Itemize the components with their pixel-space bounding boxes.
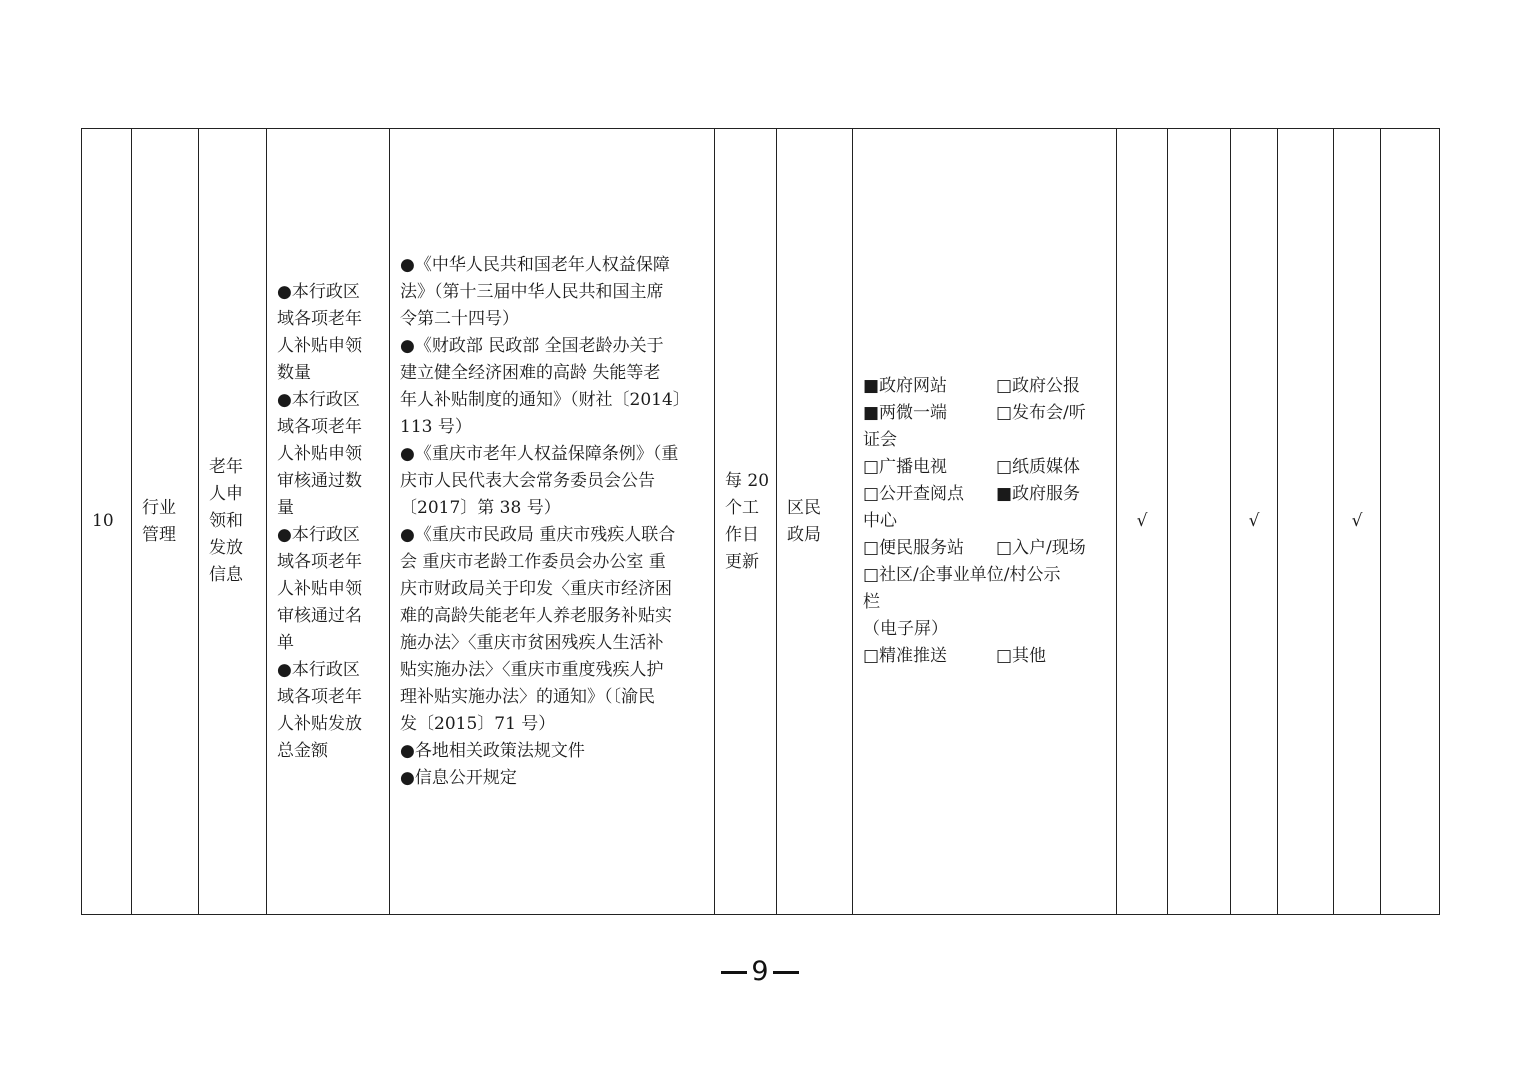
channel-row: [863, 562, 1106, 589]
row-number-cell: [82, 129, 132, 915]
basis-line: ●各地相关政策法规文件: [400, 740, 585, 761]
check-cell: [1334, 129, 1381, 915]
disclosure-table: [81, 128, 1440, 915]
basis-line: 贴实施办法〉〈重庆市重度残疾人护: [400, 659, 664, 680]
channel-option-continuation: 证会: [863, 430, 897, 450]
basis-line: 会 重庆市老龄工作委员会办公室 重: [400, 551, 666, 572]
basis-line: ●《财政部 民政部 全国老龄办关于: [400, 335, 664, 356]
channel-option: □便民服务站: [863, 538, 965, 558]
basis-line: 年人补贴制度的通知》（财社〔2014〕: [400, 389, 690, 410]
page-footer: [0, 955, 1520, 989]
content-line: 人补贴发放: [277, 713, 362, 734]
channel-row: [863, 454, 1106, 481]
content-line: 域各项老年: [277, 686, 362, 707]
subject-line: 区民: [787, 497, 821, 518]
check-cell: [1168, 129, 1231, 915]
item-cell: [199, 129, 267, 915]
channel-option-continuation: 中心: [863, 511, 897, 531]
content-line: ●本行政区: [277, 389, 360, 410]
basis-cell: [390, 129, 715, 915]
basis-line: 难的高龄失能老年人养老服务补贴实: [400, 605, 672, 626]
channel-row: [863, 535, 1106, 562]
basis-line: 发〔2015〕71 号）: [400, 713, 556, 734]
channel-row: [863, 589, 1106, 616]
channel-row: [863, 643, 1106, 670]
channel-option: □公开查阅点: [863, 484, 965, 504]
basis-line: ●《重庆市民政局 重庆市残疾人联合: [400, 524, 676, 545]
dash-left: [721, 971, 747, 974]
basis-line: 令第二十四号）: [400, 308, 519, 329]
content-line: ●本行政区: [277, 524, 360, 545]
content-line: 域各项老年: [277, 308, 362, 329]
content-line: 域各项老年: [277, 551, 362, 572]
content-cell: [267, 129, 390, 915]
channel-row: [863, 616, 1106, 643]
content-line: 总金额: [277, 740, 328, 761]
check-mark: √: [1136, 511, 1148, 531]
basis-line: ●《中华人民共和国老年人权益保障: [400, 254, 670, 275]
category-line: 行业: [142, 497, 176, 518]
basis-line: ●《重庆市老年人权益保障条例》（重: [400, 443, 679, 464]
content-line: 域各项老年: [277, 416, 362, 437]
time-limit-cell: [715, 129, 777, 915]
time-limit-line: 作日: [725, 524, 759, 545]
subject-cell: [777, 129, 853, 915]
item-line: 信息: [209, 565, 243, 585]
row-number: 10: [92, 511, 114, 531]
channel-row: [863, 508, 1106, 535]
category-line: 管理: [142, 524, 176, 545]
basis-line: 理补贴实施办法〉的通知》（〔渝民: [400, 686, 655, 707]
check-mark: √: [1248, 511, 1260, 531]
check-cell: [1278, 129, 1334, 915]
dash-right: [773, 971, 799, 974]
channel-option: ■两微一端: [863, 403, 948, 423]
table-row: [82, 129, 1440, 915]
channel-option-continuation: 栏: [863, 592, 880, 612]
basis-line: 〔2017〕第 38 号）: [400, 497, 561, 518]
time-limit-line: 每 20: [725, 470, 770, 491]
content-line: 审核通过数: [277, 470, 362, 491]
category-cell: [132, 129, 199, 915]
channel-row: [863, 400, 1106, 427]
channel-option-continuation: （电子屏）: [863, 619, 948, 639]
time-limit-line: 更新: [725, 551, 759, 572]
channel-option: ■政府网站: [863, 376, 948, 396]
content-line: ●本行政区: [277, 659, 360, 680]
channel-option: □精准推送: [863, 646, 948, 666]
page-number: 9: [751, 956, 769, 987]
content-line: 数量: [277, 362, 311, 383]
basis-line: 法》（第十三届中华人民共和国主席: [400, 281, 664, 302]
check-mark: √: [1351, 511, 1363, 531]
channel-row: [863, 427, 1106, 454]
item-line: 领和: [209, 511, 243, 531]
content-line: 审核通过名: [277, 605, 362, 626]
check-cell: [1381, 129, 1440, 915]
subject-line: 政局: [787, 524, 821, 545]
item-line: 老年: [209, 457, 243, 477]
channel-option: □纸质媒体: [996, 457, 1081, 477]
basis-line: 庆市人民代表大会常务委员会公告: [400, 470, 655, 491]
item-line: 人申: [209, 484, 243, 504]
content-line: 量: [277, 497, 294, 518]
content-line: 人补贴申领: [277, 578, 362, 599]
basis-line: 施办法〉〈重庆市贫困残疾人生活补: [400, 632, 664, 653]
channel-option: □入户/现场: [996, 538, 1086, 558]
channel-option: □其他: [996, 646, 1047, 666]
check-cell: [1231, 129, 1278, 915]
content-line: ●本行政区: [277, 281, 360, 302]
basis-line: ●信息公开规定: [400, 767, 517, 788]
item-line: 发放: [209, 538, 243, 558]
basis-line: 庆市财政局关于印发〈重庆市经济困: [400, 578, 672, 599]
content-line: 人补贴申领: [277, 335, 362, 356]
channel-option: □发布会/听: [996, 403, 1086, 423]
channel-row: [863, 373, 1106, 400]
time-limit-line: 个工: [725, 497, 759, 518]
content-line: 单: [277, 632, 294, 653]
channel-row: [863, 481, 1106, 508]
basis-line: 113 号）: [400, 416, 472, 437]
channel-option: □社区/企事业单位/村公示: [863, 565, 1061, 585]
check-cell: [1117, 129, 1168, 915]
content-line: 人补贴申领: [277, 443, 362, 464]
channel-option: □政府公报: [996, 376, 1081, 396]
channel-option: ■政府服务: [996, 484, 1081, 504]
channel-option: □广播电视: [863, 457, 948, 477]
channels-cell: [853, 129, 1117, 915]
basis-line: 建立健全经济困难的高龄 失能等老: [400, 362, 661, 383]
